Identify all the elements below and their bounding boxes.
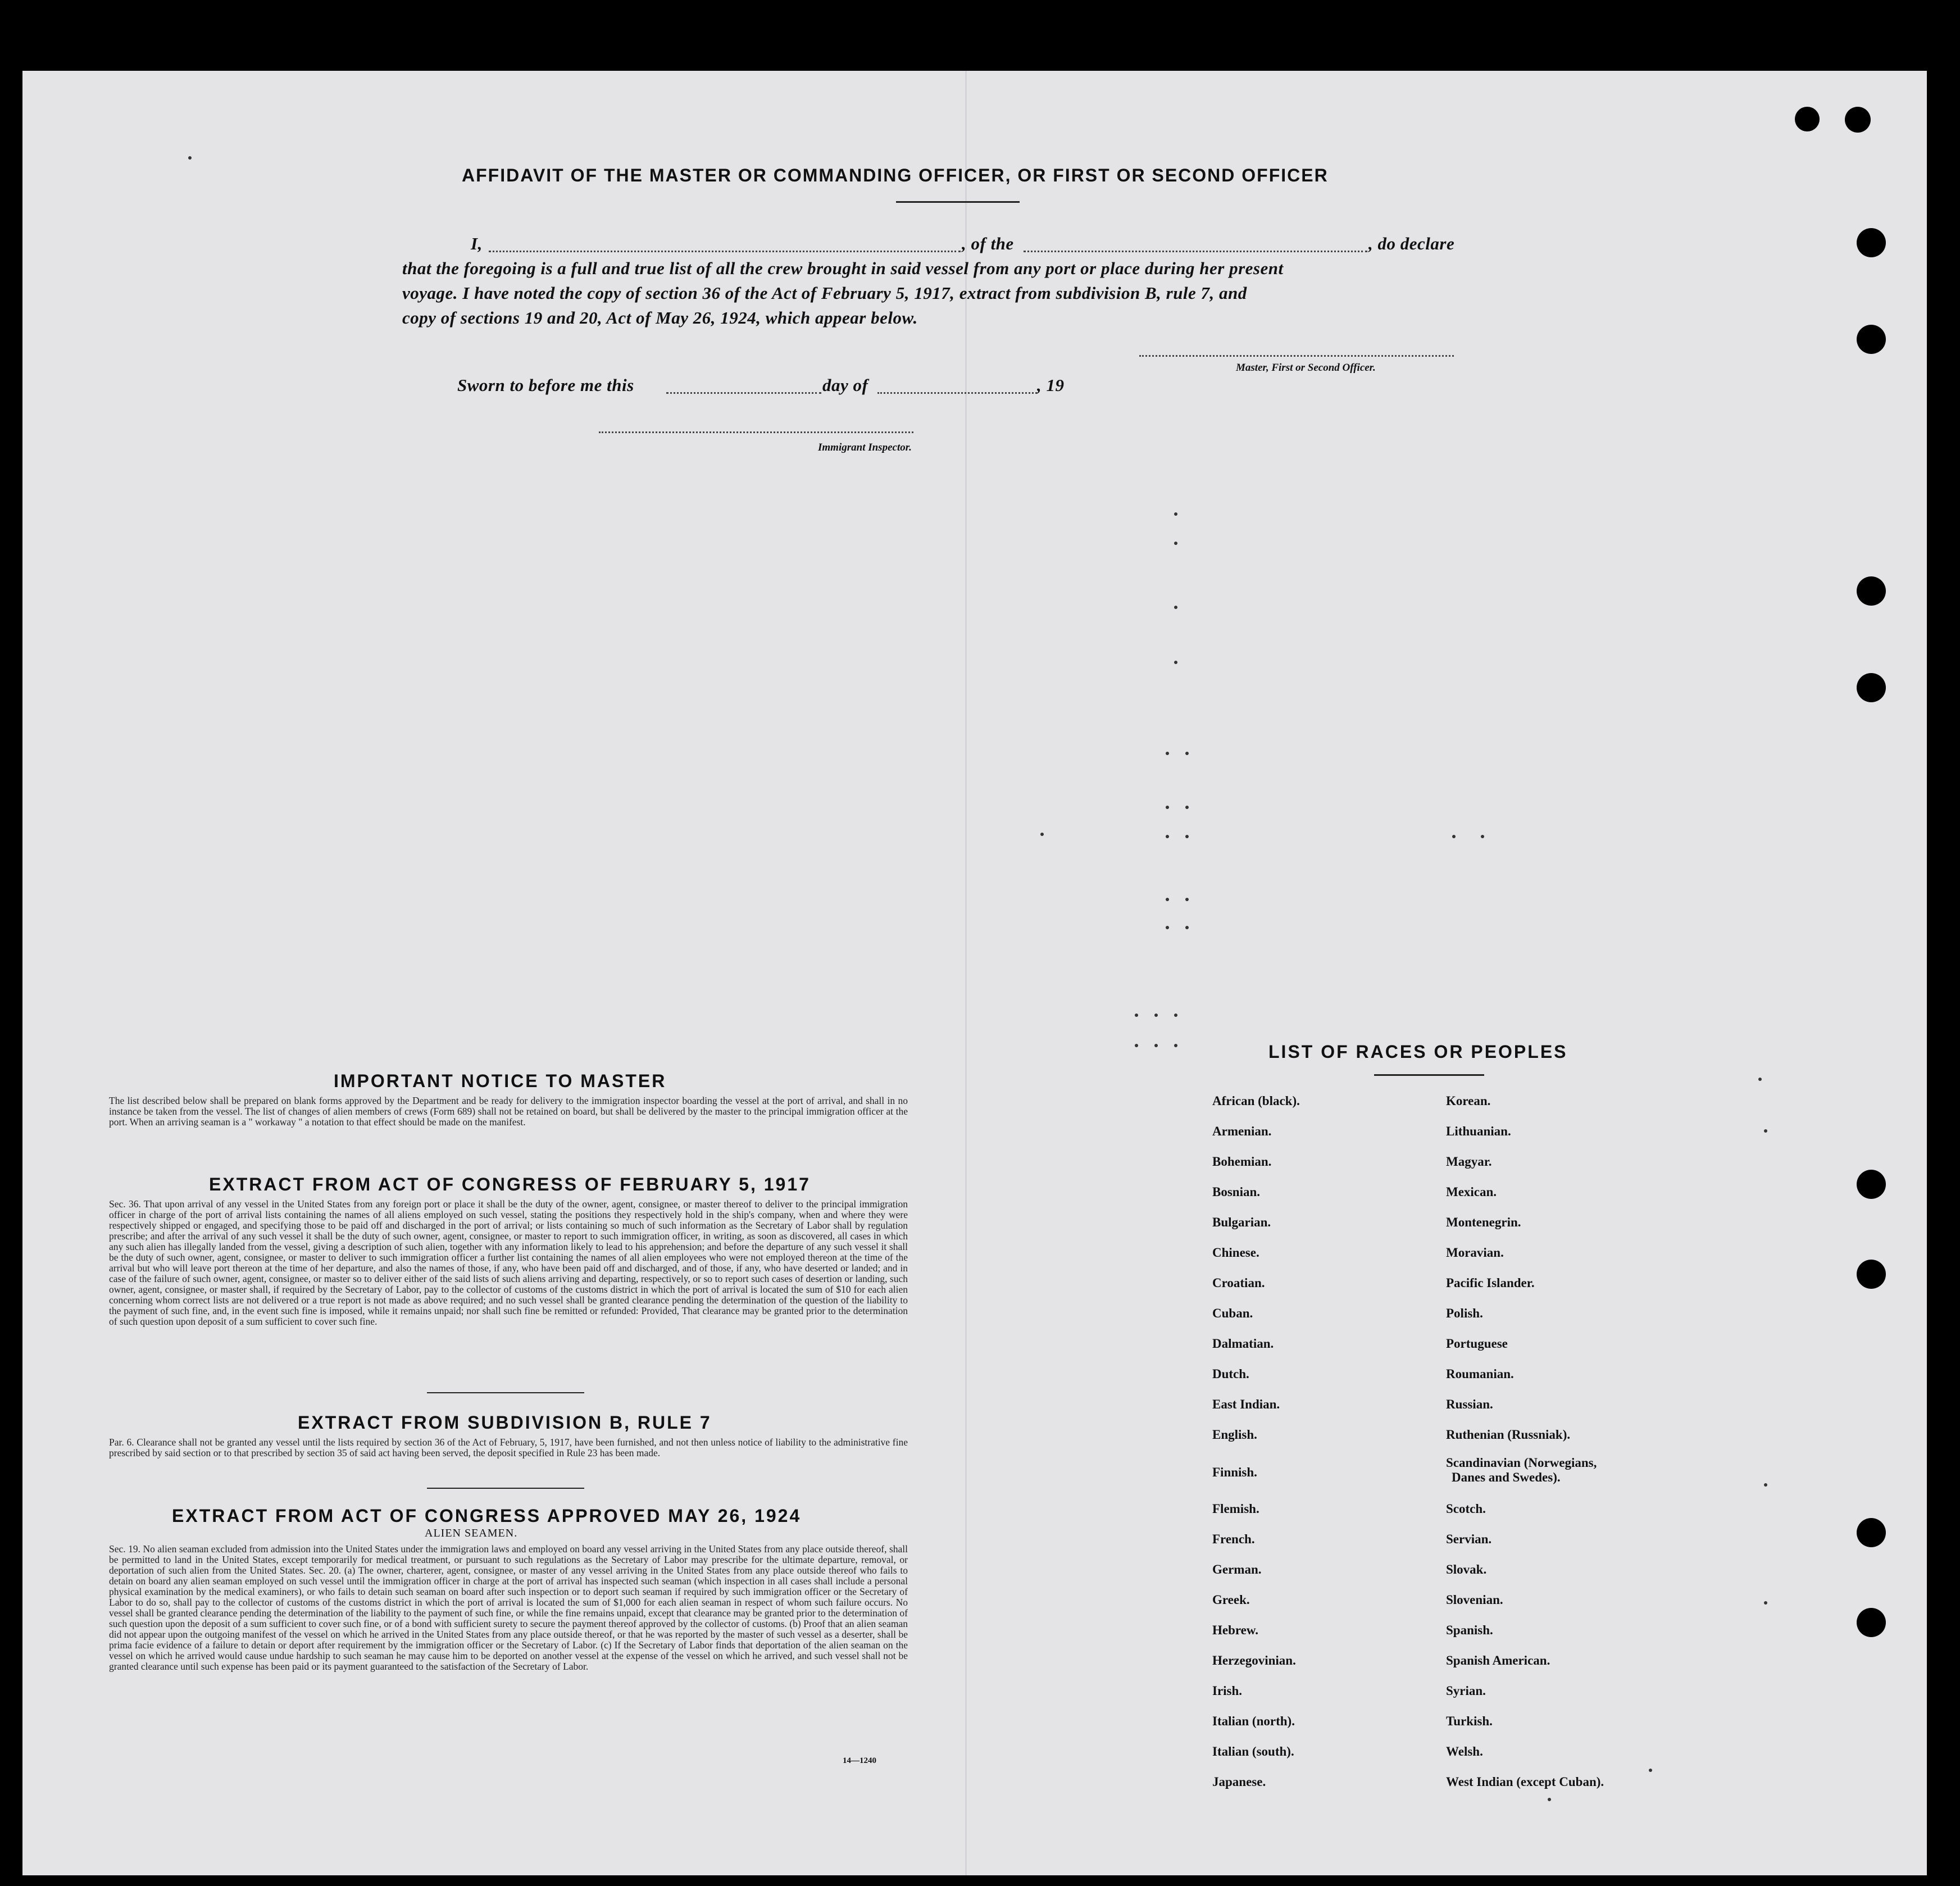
affidavit-line-4: copy of sections 19 and 20, Act of May 26, 1924, which appear below. xyxy=(402,308,918,328)
race-item: English. xyxy=(1212,1428,1257,1442)
ink-speck xyxy=(1185,926,1189,929)
master-signature-label: Master, First or Second Officer. xyxy=(1236,362,1376,374)
ink-speck xyxy=(1166,926,1169,929)
ink-speck xyxy=(1174,1044,1177,1047)
punch-hole xyxy=(1795,107,1820,131)
race-item: Magyar. xyxy=(1446,1155,1492,1169)
ink-speck xyxy=(1758,1078,1762,1081)
i-label: I, xyxy=(471,234,483,253)
rule7-title: EXTRACT FROM SUBDIVISION B, RULE 7 xyxy=(298,1412,712,1433)
races-title: LIST OF RACES OR PEOPLES xyxy=(1268,1042,1568,1062)
race-item: French. xyxy=(1212,1532,1255,1546)
affidavit-line-3: voyage. I have noted the copy of section 36 of the Act of February 5, 1917, extract from subdivision B, rule 7, and xyxy=(402,283,1247,303)
race-item: Greek. xyxy=(1212,1593,1250,1607)
race-item: West Indian (except Cuban). xyxy=(1446,1775,1604,1789)
divider xyxy=(896,201,1020,203)
page-fold xyxy=(965,71,967,1875)
rule7-text: Par. 6. Clearance shall not be granted any vessel until the lists required by section 36 of the Act of February, 5, 1917, have been furnished, and not then unless notice of liability to the administrative fine prescribed by said section or to that prescribed by section 35 of said act having been served, the deposit specified in Rule 23 has been made. xyxy=(109,1437,908,1458)
race-item: Welsh. xyxy=(1446,1744,1483,1758)
race-item: Dalmatian. xyxy=(1212,1337,1274,1351)
ink-speck xyxy=(1174,661,1177,664)
ink-speck xyxy=(1764,1483,1767,1487)
race-item: Slovak. xyxy=(1446,1562,1487,1576)
punch-hole xyxy=(1857,576,1886,606)
ink-speck xyxy=(1649,1769,1652,1772)
inspector-signature-field[interactable] xyxy=(599,431,913,433)
race-item: Bosnian. xyxy=(1212,1185,1261,1199)
race-item: Korean. xyxy=(1446,1094,1491,1108)
inspector-label: Immigrant Inspector. xyxy=(818,442,912,453)
race-item: Italian (south). xyxy=(1212,1744,1294,1758)
race-item: Armenian. xyxy=(1212,1124,1272,1138)
ink-speck xyxy=(1154,1044,1158,1047)
ink-speck xyxy=(1135,1044,1138,1047)
race-item: Italian (north). xyxy=(1212,1714,1295,1728)
name-field[interactable] xyxy=(489,251,961,252)
race-item: Chinese. xyxy=(1212,1246,1259,1260)
race-item: Servian. xyxy=(1446,1532,1492,1546)
day-of-label: day of xyxy=(822,375,868,395)
affidavit-title: AFFIDAVIT OF THE MASTER OR COMMANDING OFFICER, OR FIRST OR SECOND OFFICER xyxy=(462,165,1329,185)
race-item: Lithuanian. xyxy=(1446,1124,1511,1138)
race-item: Ruthenian (Russniak). xyxy=(1446,1428,1571,1442)
ink-speck xyxy=(1135,1014,1138,1017)
race-item: Roumanian. xyxy=(1446,1367,1514,1381)
race-item: Moravian. xyxy=(1446,1246,1504,1260)
punch-hole xyxy=(1857,1518,1886,1547)
ink-speck xyxy=(1185,835,1189,838)
notice-text: The list described below shall be prepared on blank forms approved by the Department and be ready for delivery to the immigration inspector boarding the vessel at the port of arrival, and shall in no instance be taken from the vessel. The list of changes of alien members of crews (Form 689) shall not be retained on board, but shall be delivered by the master to the principal immigration officer at the port. When an arriving seaman is a " workaway " a notation to that effect should be made on the manifest. xyxy=(109,1095,908,1128)
punch-hole xyxy=(1845,107,1871,133)
punch-hole xyxy=(1857,1170,1886,1199)
ink-speck xyxy=(1166,752,1169,755)
ink-speck xyxy=(1174,606,1177,609)
ink-speck xyxy=(1166,898,1169,901)
race-item: Turkish. xyxy=(1446,1714,1493,1728)
ink-speck xyxy=(1185,752,1189,755)
race-item: Japanese. xyxy=(1212,1775,1266,1789)
master-signature-field[interactable] xyxy=(1139,355,1454,357)
sworn-month-field[interactable] xyxy=(877,392,1037,394)
punch-hole xyxy=(1857,228,1886,257)
of-the-label: , of the xyxy=(962,234,1014,253)
race-item: Finnish. xyxy=(1212,1465,1257,1479)
sworn-day-field[interactable] xyxy=(666,392,821,394)
race-item: Danes and Swedes). xyxy=(1452,1470,1561,1484)
extract-1917-text: Sec. 36. That upon arrival of any vessel in the United States from any foreign port or place it shall be the duty of the owner, agent, consignee, or master thereof to deliver to the principal immigration officer in charge of the port of arrival lists containing the names of all aliens employed on such vessel, stating the positions they respectively hold in the ship's company, when and where they were respectively shipped or engaged, and specifying those to be paid off and discharged in the port of arrival; or lists containing so much of such information as the Secretary of Labor shall by regulation prescribe; and after the arrival of any such vessel it shall be the duty of such owner, agent, consignee, or master to report to such immigration officer, in writing, as soon as discovered, all cases in which any such alien has illegally landed from the vessel, giving a description of such alien, together with any information likely to lead to his apprehension; and before the departure of any such vessel it shall be the duty of such owner, agent, consignee, or master to deliver to such immigration officer a further list containing the names of all alien employees who were not employed thereon at the time of the arrival but who will leave port thereon at the time of her departure, and also the names of those, if any, who have been paid off and discharged, and of those, if any, who have deserted or landed; and in case of the failure of such owner, agent, consignee, or master so to deliver either of the said lists of such aliens arriving and departing, respectively, or so to report such cases of desertion or landing, such owner, agent, consignee, or master shall, if required by the Secretary of Labor, pay to the collector of customs of the customs district in which the port of arrival is located the sum of $10 for each alien concerning whom correct lists are not delivered or a true report is not made as above required; and no such vessel shall be granted clearance pending the determination of the question of the liability to the payment of such fine, and, in the event such fine is imposed, while it remains unpaid; nor shall such fine be remitted or refunded: Provided, That clearance may be granted prior to the determination of such question upon deposit of a sum sufficient to cover such fine. xyxy=(109,1198,908,1327)
race-item: Pacific Islander. xyxy=(1446,1276,1535,1290)
ink-speck xyxy=(188,156,192,160)
year-label: , 19 xyxy=(1037,375,1065,395)
ink-speck xyxy=(1154,1014,1158,1017)
form-number: 14—1240 xyxy=(843,1756,876,1765)
race-item: Spanish. xyxy=(1446,1623,1493,1637)
race-item: Montenegrin. xyxy=(1446,1215,1521,1229)
affidavit-line-2: that the foregoing is a full and true list of all the crew brought in said vessel from any port or place during her present xyxy=(402,258,1284,278)
race-item: Hebrew. xyxy=(1212,1623,1258,1637)
ink-speck xyxy=(1185,806,1189,809)
race-item: Slovenian. xyxy=(1446,1593,1503,1607)
punch-hole xyxy=(1857,673,1886,702)
race-item: Bulgarian. xyxy=(1212,1215,1271,1229)
extract-1917-title: EXTRACT FROM ACT OF CONGRESS OF FEBRUARY 5, 1917 xyxy=(209,1174,811,1194)
divider xyxy=(427,1488,584,1489)
race-item: Mexican. xyxy=(1446,1185,1497,1199)
race-item: Croatian. xyxy=(1212,1276,1265,1290)
notice-title: IMPORTANT NOTICE TO MASTER xyxy=(334,1071,667,1091)
race-item: Scandinavian (Norwegians, xyxy=(1446,1456,1597,1470)
ink-speck xyxy=(1764,1129,1767,1133)
extract-1924-text: Sec. 19. No alien seaman excluded from admission into the United States under the immigration laws and employed on board any vessel arriving in the United States from any place outside thereof, shall be permitted to land in the United States, except temporarily for medical treatment, or pursuant to such regulations as the Secretary of Labor may prescribe for the ultimate departure, removal, or deportation of such alien from the United States. Sec. 20. (a) The owner, charterer, agent, consignee, or master of any vessel arriving in the United States from any place outside thereof who fails to detain on board any alien seaman employed on such vessel until the immigration officer in charge at the port of arrival has inspected such seaman (which inspection in all cases shall include a personal physical examination by the medical examiners), or who fails to detain such seaman on board after such inspection or to deport such seaman if required by such immigration officer or the Secretary of Labor to do so, shall pay to the collector of customs of the customs district in which the port of arrival is located the sum of $1,000 for each alien seaman in respect of whom such failure occurs. No vessel shall be granted clearance pending the determination of the liability to the payment of such fine, or while the fine remains unpaid, except that clearance may be granted prior to the determination of such question upon the deposit of a sum sufficient to cover such fine, or of a bond with sufficient surety to secure the payment thereof approved by the collector of customs. (b) Proof that an alien seaman did not appear upon the outgoing manifest of the vessel on which he arrived in the United States from any place outside thereof, or that he was reported by the master of such vessel as a deserter, shall be prima facie evidence of a failure to detain or deport after requirement by the immigration officer or the Secretary of Labor. (c) If the Secretary of Labor finds that deportation of the alien seaman on the vessel on which he arrived would cause undue hardship to such seaman he may cause him to be deported on another vessel at the expense of the vessel on which he arrived, and such vessel shall not be granted clearance until such expense has been paid or its payment guaranteed to the satisfaction of the Secretary of Labor. xyxy=(109,1543,908,1672)
ink-speck xyxy=(1166,806,1169,809)
race-item: Herzegovinian. xyxy=(1212,1653,1296,1667)
race-item: Scotch. xyxy=(1446,1502,1486,1516)
ink-speck xyxy=(1040,833,1044,836)
ink-speck xyxy=(1185,898,1189,901)
race-item: Syrian. xyxy=(1446,1684,1486,1698)
race-item: Bohemian. xyxy=(1212,1155,1272,1169)
do-declare-label: , do declare xyxy=(1368,234,1455,253)
ink-speck xyxy=(1452,835,1456,838)
sworn-label: Sworn to before me this xyxy=(457,375,634,395)
race-item: German. xyxy=(1212,1562,1262,1576)
race-item: African (black). xyxy=(1212,1094,1300,1108)
punch-hole xyxy=(1857,1608,1886,1637)
race-item: Portuguese xyxy=(1446,1337,1508,1351)
race-item: Cuban. xyxy=(1212,1306,1253,1320)
race-item: Irish. xyxy=(1212,1684,1243,1698)
ink-speck xyxy=(1764,1601,1767,1605)
ink-speck xyxy=(1174,1014,1177,1017)
race-item: Spanish American. xyxy=(1446,1653,1550,1667)
race-item: Flemish. xyxy=(1212,1502,1259,1516)
punch-hole xyxy=(1857,1260,1886,1289)
ink-speck xyxy=(1174,512,1177,516)
extract-1924-title: EXTRACT FROM ACT OF CONGRESS APPROVED MAY 26, 1924 xyxy=(172,1506,802,1526)
race-item: Russian. xyxy=(1446,1397,1493,1411)
race-item: Dutch. xyxy=(1212,1367,1249,1381)
extract-1924-subtitle: ALIEN SEAMEN. xyxy=(425,1527,518,1539)
vessel-field[interactable] xyxy=(1024,251,1367,252)
race-item: East Indian. xyxy=(1212,1397,1280,1411)
ink-speck xyxy=(1166,835,1169,838)
divider xyxy=(1374,1074,1484,1076)
ink-speck xyxy=(1174,542,1177,545)
divider xyxy=(427,1392,584,1393)
punch-hole xyxy=(1857,325,1886,354)
ink-speck xyxy=(1548,1798,1551,1801)
race-item: Polish. xyxy=(1446,1306,1483,1320)
ink-speck xyxy=(1481,835,1484,838)
